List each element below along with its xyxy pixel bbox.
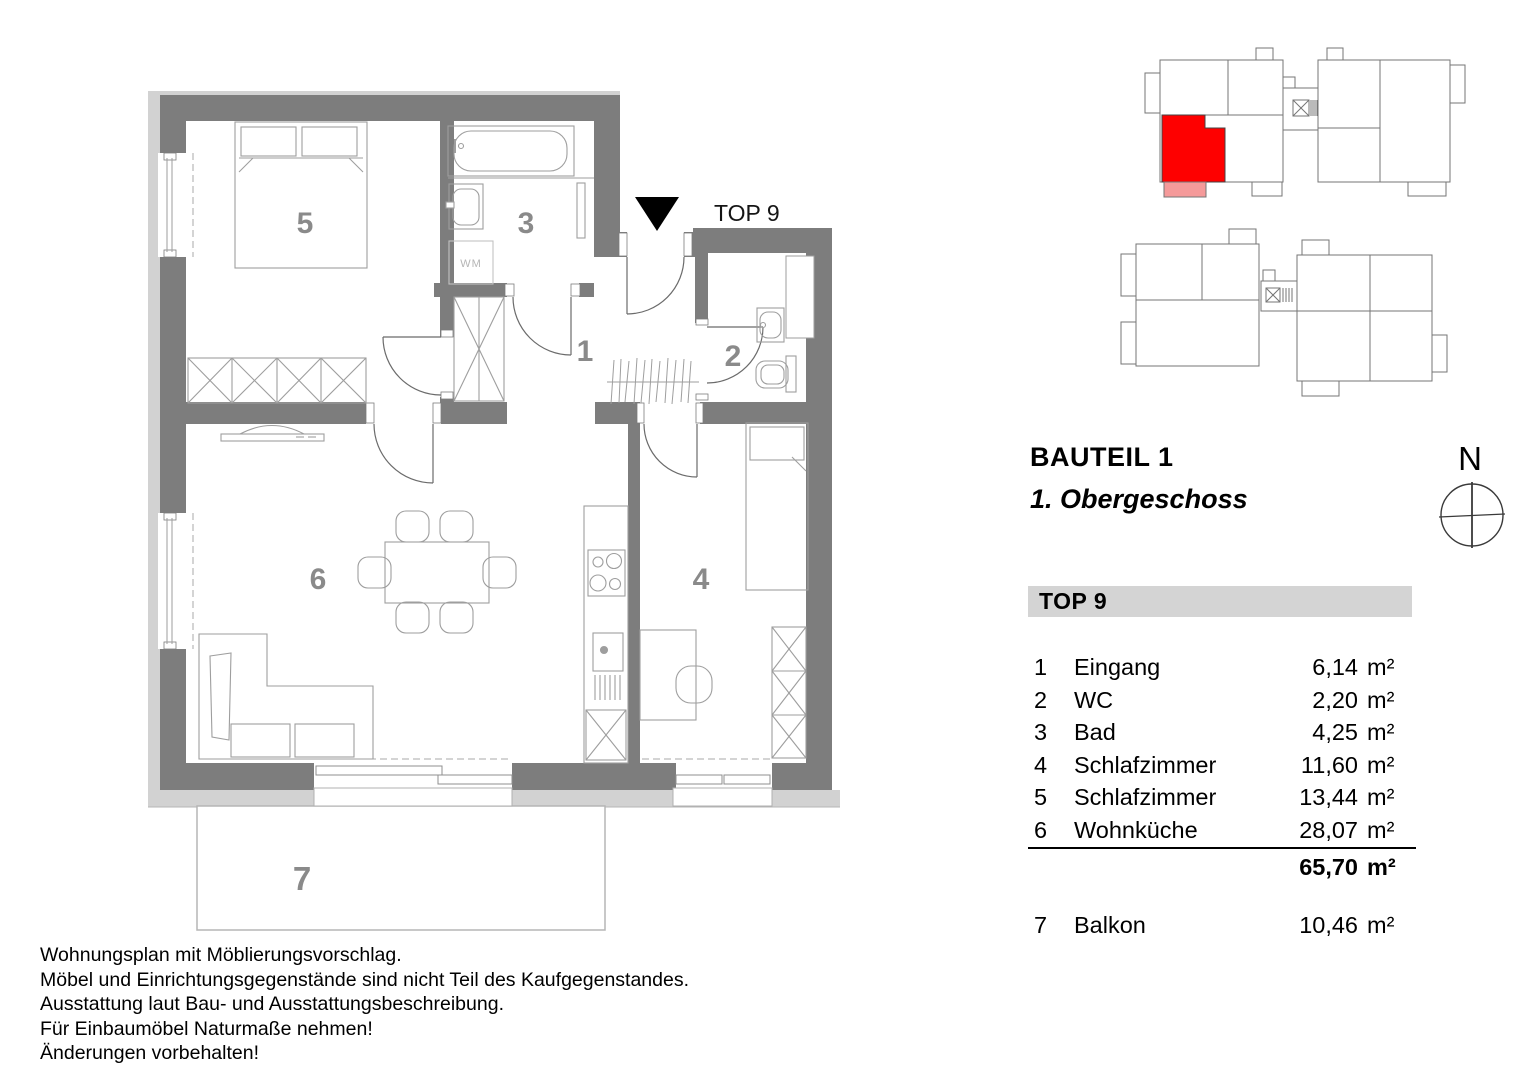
row-name: Eingang <box>1074 654 1161 680</box>
desk-chair <box>676 666 712 703</box>
total-unit: m² <box>1367 853 1396 880</box>
washing-machine <box>449 241 493 284</box>
room5-door <box>383 337 441 395</box>
room-label-1: 1 <box>576 335 594 368</box>
room-label-2: 2 <box>724 340 742 373</box>
dining-chairs <box>358 511 516 633</box>
north-compass-icon <box>1439 440 1505 548</box>
coat-rack <box>607 358 699 404</box>
entry-door <box>627 257 684 314</box>
dining-table <box>385 542 489 603</box>
row-name: Bad <box>1074 719 1116 746</box>
row-name: Wohnküche <box>1074 816 1198 843</box>
row-num: 4 <box>1034 751 1048 778</box>
row-unit: m² <box>1367 784 1395 811</box>
row-area: 6,14 <box>1312 654 1358 680</box>
sideboard <box>221 426 324 442</box>
row-num: 3 <box>1034 719 1048 746</box>
wardrobe-room4 <box>772 627 806 758</box>
double-bed <box>235 122 367 268</box>
table-spacer <box>1028 886 1416 909</box>
table-row <box>1028 814 1416 847</box>
room-label-4: 4 <box>692 563 710 596</box>
row-area: 11,60 <box>1300 751 1358 778</box>
row-unit: m² <box>1367 816 1395 843</box>
row-unit: m² <box>1367 719 1395 746</box>
highlighted-balcony <box>1164 182 1206 197</box>
row-num: 1 <box>1034 654 1048 680</box>
row-name: Schlafzimmer <box>1074 784 1217 811</box>
room-label-6: 6 <box>309 563 327 596</box>
footnotes <box>40 943 689 1066</box>
hall-closet <box>454 297 504 401</box>
floor-title: 1. Obergeschoss <box>1030 484 1248 514</box>
window-room6 <box>158 513 193 649</box>
row-num: 5 <box>1034 784 1048 811</box>
row-unit: m² <box>1367 686 1395 713</box>
sliding-window-room6 <box>314 759 512 806</box>
unit-title: TOP 9 <box>1039 588 1108 614</box>
plan-unit-label: TOP 9 <box>714 200 780 226</box>
footnote-line: Möbel und Einrichtungsgegenstände sind nicht Teil des Kaufgegenstandes. <box>40 968 690 991</box>
bath-shower-panel <box>577 183 585 238</box>
room-area-table <box>1028 651 1416 941</box>
bath-door <box>513 297 571 355</box>
wc-shaft <box>786 256 814 338</box>
sofa <box>199 634 373 759</box>
row-area: 28,07 <box>1299 816 1358 843</box>
north-label: N <box>1458 440 1482 477</box>
total-area: 65,70 <box>1299 853 1358 880</box>
row-area: 10,46 <box>1299 911 1358 938</box>
entrance-arrow-icon <box>635 197 679 231</box>
building-title: BAUTEIL 1 <box>1030 442 1174 472</box>
row-num: 7 <box>1034 911 1048 938</box>
row-name: Schlafzimmer <box>1074 751 1217 778</box>
room4-door <box>644 424 697 477</box>
wc-washbasin <box>757 308 784 342</box>
footnote-line: Wohnungsplan mit Möblierungsvorschlag. <box>40 944 402 966</box>
wc-toilet <box>756 356 796 392</box>
room6-door <box>374 424 433 483</box>
table-row <box>1028 749 1416 782</box>
key-plan-lower <box>1121 229 1447 396</box>
row-area: 2,20 <box>1312 686 1358 713</box>
exterior-slabs <box>148 91 840 807</box>
single-bed <box>746 423 808 590</box>
table-row <box>1028 781 1416 814</box>
balcony-outline <box>197 806 605 930</box>
row-name: WC <box>1074 686 1114 713</box>
table-row <box>1028 684 1416 717</box>
footnote-line: Änderungen vorbehalten! <box>40 1042 260 1065</box>
footnote-line: Für Einbaumöbel Naturmaße nehmen! <box>40 1017 373 1040</box>
room-label-3: 3 <box>517 207 535 240</box>
row-num: 2 <box>1034 686 1048 713</box>
table-balcony-row <box>1028 909 1416 942</box>
wardrobe-room5 <box>188 358 366 403</box>
room-label-7: 7 <box>292 860 312 897</box>
row-unit: m² <box>1367 911 1395 938</box>
table-row <box>1028 716 1416 749</box>
desk <box>640 630 696 720</box>
window-room5 <box>158 153 193 257</box>
room-label-5: 5 <box>296 207 314 240</box>
table-row <box>1028 651 1416 684</box>
row-name: Balkon <box>1074 911 1146 938</box>
row-unit: m² <box>1367 654 1395 680</box>
footnote-line: Ausstattung laut Bau- und Ausstattungsbeschreibung. <box>40 993 504 1016</box>
row-unit: m² <box>1367 751 1395 778</box>
table-total-row <box>1028 847 1416 886</box>
unit-title-bar <box>1028 586 1412 617</box>
wm-label: WM <box>460 258 482 270</box>
row-area: 13,44 <box>1299 784 1358 811</box>
kitchen-counter <box>584 506 628 763</box>
bathtub <box>448 126 574 176</box>
row-area: 4,25 <box>1312 719 1358 746</box>
key-plan-upper <box>1145 48 1465 197</box>
row-num: 6 <box>1034 816 1048 843</box>
